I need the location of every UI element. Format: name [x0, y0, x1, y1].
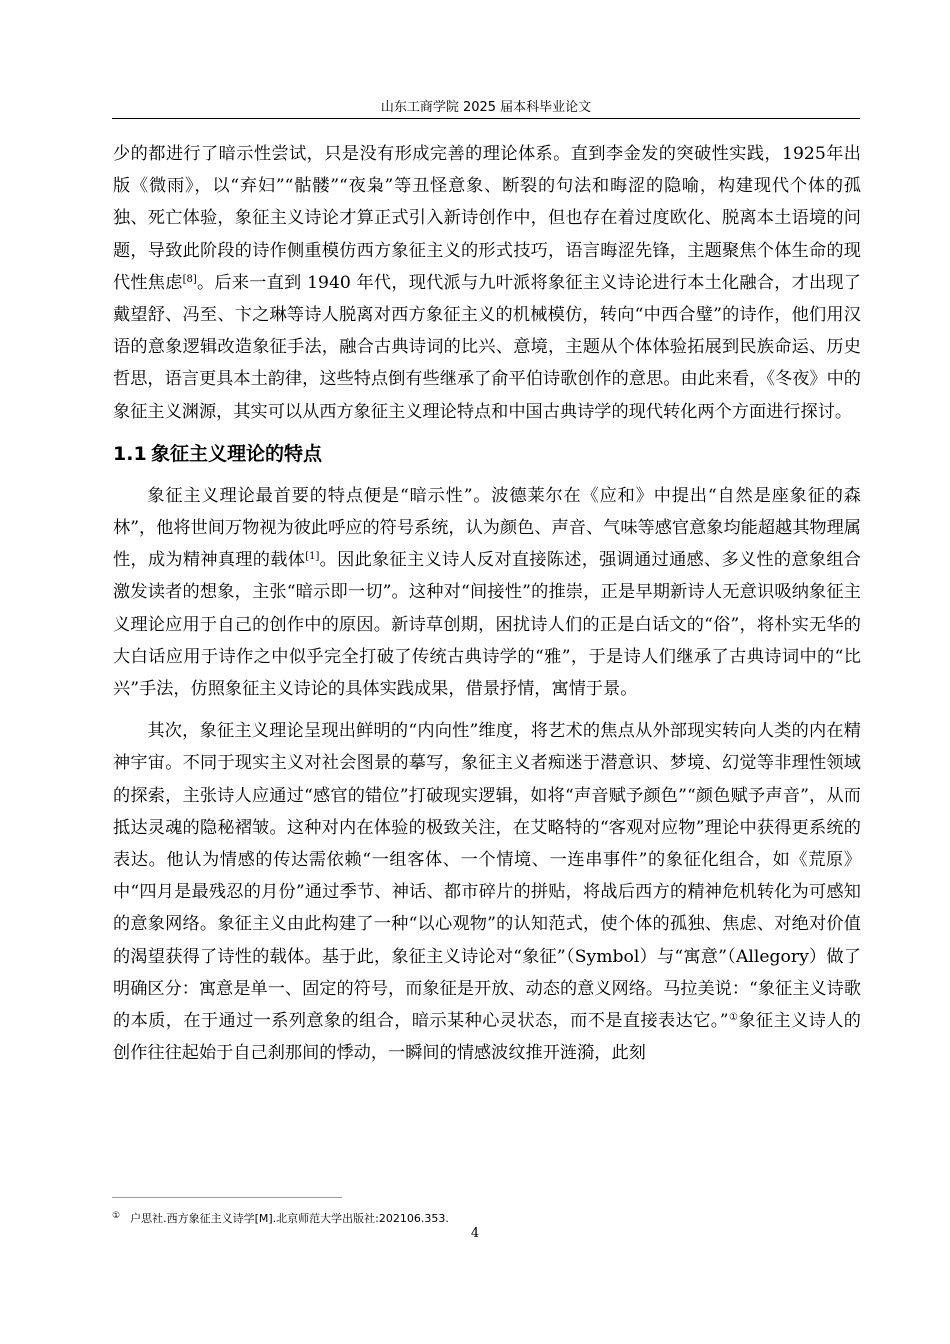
page-number: 4 [470, 1226, 480, 1241]
citation-ref: [1] [305, 551, 320, 563]
footnote-text: 户思社.西方象征主义诗学[M].北京师范大学出版社:202106.353. [130, 1212, 449, 1225]
body-text [113, 138, 861, 1069]
paragraph-continued [113, 138, 861, 428]
header-rule [112, 118, 860, 119]
footnote-mark: ① [112, 1211, 121, 1221]
section-heading [113, 438, 861, 470]
paragraph-text: 象征主义理论最首要的特点便是“暗示性”。波德莱尔在《应和》中提出“自然是座象征的森林”，他将世间万物视为彼此呼应的符号系统，认为颜色、声音、气味等感官意象均能超越其物理属性，成为精神真理的载体 [113, 485, 861, 571]
footnote-rule [112, 1197, 342, 1198]
paragraph [113, 715, 861, 1069]
footnote [112, 1210, 449, 1226]
paragraph [113, 480, 861, 705]
paragraph-text: 。因此象征主义诗人反对直接陈述，强调通过通感、多义性的意象组合激发读者的想象，主张“暗示即一切”。这种对“间接性”的推崇，正是早期新诗人无意识吸纳象征主义理论应用于自己的创作中的原因。新诗草创期，困扰诗人们的正是白话文的“俗”，将朴实无华的大白话应用于诗作之中似乎完全打破了传统古典诗学的“雅”，于是诗人们继承了古典诗词中的“比兴”手法，仿照象征主义诗论的具体实践成果，借景抒情，寓情于景。 [113, 550, 861, 700]
paragraph-text: 少的都进行了暗示性尝试，只是没有形成完善的理论体系。直到李金发的突破性实践，1925年出版《微雨》，以“弃妇”“骷髅”“夜枭”等丑怪意象、断裂的句法和晦涩的隐喻，构建现代个体的孤独、死亡体验，象征主义诗论才算正式引入新诗创作中，但也存在着过度欧化、脱离本土语境的问题，导致此阶段的诗作侧重模仿西方象征主义的形式技巧，语言晦涩先锋，主题聚焦个体生命的现代性焦虑 [113, 144, 861, 293]
paragraph-text: 其次，象征主义理论呈现出鲜明的“内向性”维度，将艺术的焦点从外部现实转向人类的内在精神宇宙。不同于现实主义对社会图景的摹写，象征主义者痴迷于潜意识、梦境、幻觉等非理性领域的探索，主张诗人应通过“感官的错位”打破现实逻辑，如将“声音赋予颜色”“颜色赋予声音”，从而抵达灵魂的隐秘褶皱。这种对内在体验的极致关注，在艾略特的“客观对应物”理论中获得更系统的表达。他认为情感的传达需依赖“一组客体、一个情境、一连串事件”的象征化组合，如《荒原》中“四月是最残忍的月份”通过季节、神话、都市碎片的拼贴，将战后西方的精神危机转化为可感知的意象网络。象征主义由此构建了一种“以心观物”的认知范式，使个体的孤独、焦虑、对绝对价值的渴望获得了诗性的载体。基于此，象征主义诗论对“象征”（Symbol）与“寓意”（Allegory）做了明确区分：寓意是单一、固定的符号，而象征是开放、动态的意义网络。马拉美说：“象征主义诗歌的本质，在于通过一系列意象的组合，暗示某种心灵状态，而不是直接表达它。” [113, 721, 861, 1032]
footnote-ref: ① [728, 1012, 739, 1024]
paragraph-text: 。后来一直到 1940 年代，现代派与九叶派将象征主义诗论进行本土化融合，才出现了戴望舒、冯至、卞之琳等诗人脱离对西方象征主义的机械模仿，转向“中西合璧”的诗作，他们用汉语的意象逻辑改造象征手法，融合古典诗词的比兴、意境，主题从个体体验拓展到民族命运、历史哲思，语言更具本土韵律，这些特点倒有些继承了俞平伯诗歌创作的意思。由此来看，《冬夜》中的象征主义渊源，其实可以从西方象征主义理论特点和中国古典诗学的现代转化两个方面进行探讨。 [113, 272, 861, 422]
section-number: 1.1 [113, 442, 147, 465]
section-title: 象征主义理论的特点 [151, 442, 323, 465]
running-header: 山东工商学院 2025 届本科毕业论文 [380, 100, 592, 115]
citation-ref: [8] [182, 273, 197, 285]
paragraph-text: 象征主义诗人的创作往往起始于自己刹那间的悸动，一瞬间的情感波纹推开涟漪，此刻 [113, 1011, 861, 1064]
